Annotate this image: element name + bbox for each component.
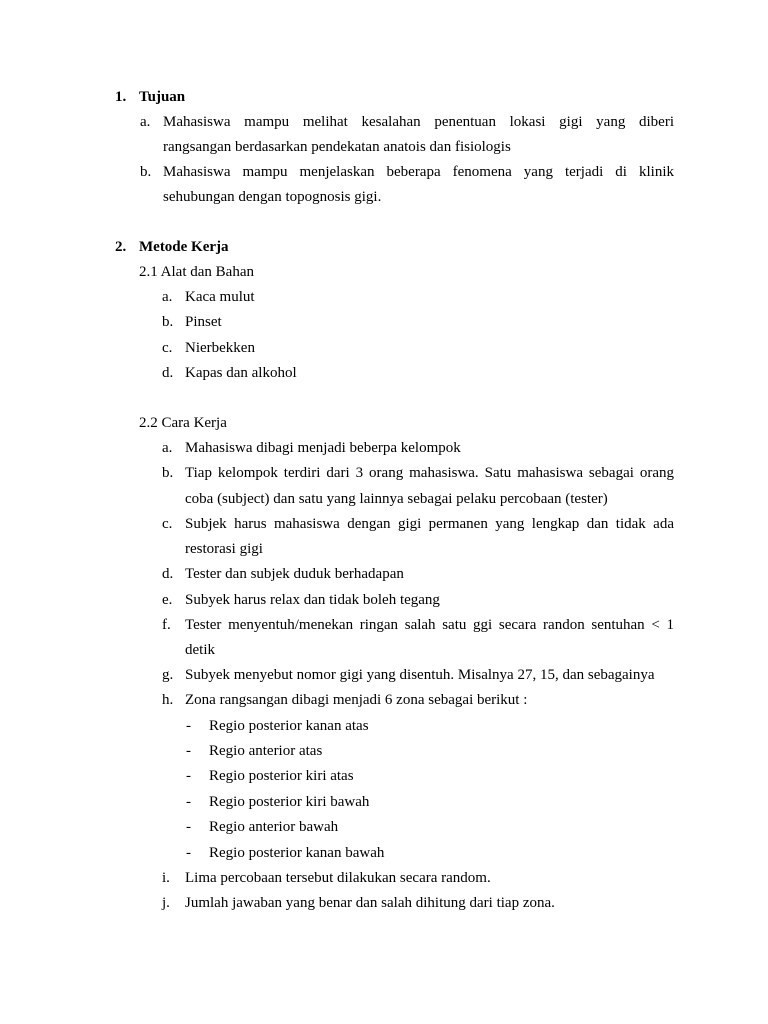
section-1-item-a-marker: a.: [140, 114, 151, 130]
tools-item-a-marker: a.: [162, 289, 173, 305]
subsection-2-1-title: 2.1 Alat dan Bahan: [139, 264, 254, 280]
step-j-text: Jumlah jawaban yang benar dan salah dihitung dari tiap zona.: [185, 895, 555, 911]
step-f-marker: f.: [162, 617, 171, 633]
step-b-line-1: Tiap kelompok terdiri dari 3 orang mahasiswa. Satu mahasiswa sebagai orang: [185, 465, 674, 481]
tools-item-d-marker: d.: [162, 365, 174, 381]
zone-2-text: Regio anterior atas: [209, 743, 323, 759]
step-d-text: Tester dan subjek duduk berhadapan: [185, 566, 404, 582]
section-1-item-a-line-1: Mahasiswa mampu melihat kesalahan penentuan lokasi gigi yang diberi: [163, 114, 674, 130]
step-b-marker: b.: [162, 465, 174, 481]
section-1-item-a-line-2: rangsangan berdasarkan pendekatan anatois dan fisiologis: [163, 139, 511, 155]
section-2-number: 2.: [115, 239, 127, 255]
step-i-text: Lima percobaan tersebut dilakukan secara random.: [185, 870, 491, 886]
step-f-line-1: Tester menyentuh/menekan ringan salah satu ggi secara randon sentuhan < 1: [185, 617, 674, 633]
tools-item-a-text: Kaca mulut: [185, 289, 255, 305]
zone-4-marker: -: [186, 794, 191, 810]
step-g-text: Subyek menyebut nomor gigi yang disentuh. Misalnya 27, 15, dan sebagainya: [185, 667, 655, 683]
step-h-text: Zona rangsangan dibagi menjadi 6 zona sebagai berikut :: [185, 692, 528, 708]
zone-3-marker: -: [186, 768, 191, 784]
step-c-line-2: restorasi gigi: [185, 541, 263, 557]
step-f-line-2: detik: [185, 642, 215, 658]
step-e-text: Subyek harus relax dan tidak boleh tegang: [185, 592, 440, 608]
step-i-marker: i.: [162, 870, 170, 886]
zone-5-text: Regio anterior bawah: [209, 819, 339, 835]
section-1-item-b-line-2: sehubungan dengan topognosis gigi.: [163, 189, 382, 205]
tools-item-b-text: Pinset: [185, 314, 222, 330]
tools-item-d-text: Kapas dan alkohol: [185, 365, 297, 381]
step-c-marker: c.: [162, 516, 173, 532]
step-b-line-2: coba (subject) dan satu yang lainnya sebagai pelaku percobaan (tester): [185, 491, 608, 507]
subsection-2-2-title: 2.2 Cara Kerja: [139, 415, 227, 431]
step-a-marker: a.: [162, 440, 173, 456]
step-e-marker: e.: [162, 592, 173, 608]
tools-item-b-marker: b.: [162, 314, 174, 330]
step-h-marker: h.: [162, 692, 174, 708]
zone-1-text: Regio posterior kanan atas: [209, 718, 369, 734]
step-j-marker: j.: [162, 895, 170, 911]
section-2-title: Metode Kerja: [139, 239, 229, 255]
zone-1-marker: -: [186, 718, 191, 734]
zone-5-marker: -: [186, 819, 191, 835]
section-1-item-b-marker: b.: [140, 164, 152, 180]
step-d-marker: d.: [162, 566, 174, 582]
zone-3-text: Regio posterior kiri atas: [209, 768, 354, 784]
tools-item-c-text: Nierbekken: [185, 340, 255, 356]
section-1-number: 1.: [115, 89, 127, 105]
section-1-item-b-line-1: Mahasiswa mampu menjelaskan beberapa fenomena yang terjadi di klinik: [163, 164, 674, 180]
zone-2-marker: -: [186, 743, 191, 759]
zone-6-text: Regio posterior kanan bawah: [209, 845, 385, 861]
zone-4-text: Regio posterior kiri bawah: [209, 794, 370, 810]
section-1-title: Tujuan: [139, 89, 186, 105]
tools-item-c-marker: c.: [162, 340, 173, 356]
step-g-marker: g.: [162, 667, 174, 683]
zone-6-marker: -: [186, 845, 191, 861]
step-c-line-1: Subjek harus mahasiswa dengan gigi permanen yang lengkap dan tidak ada: [185, 516, 674, 532]
step-a-text: Mahasiswa dibagi menjadi beberpa kelompok: [185, 440, 461, 456]
